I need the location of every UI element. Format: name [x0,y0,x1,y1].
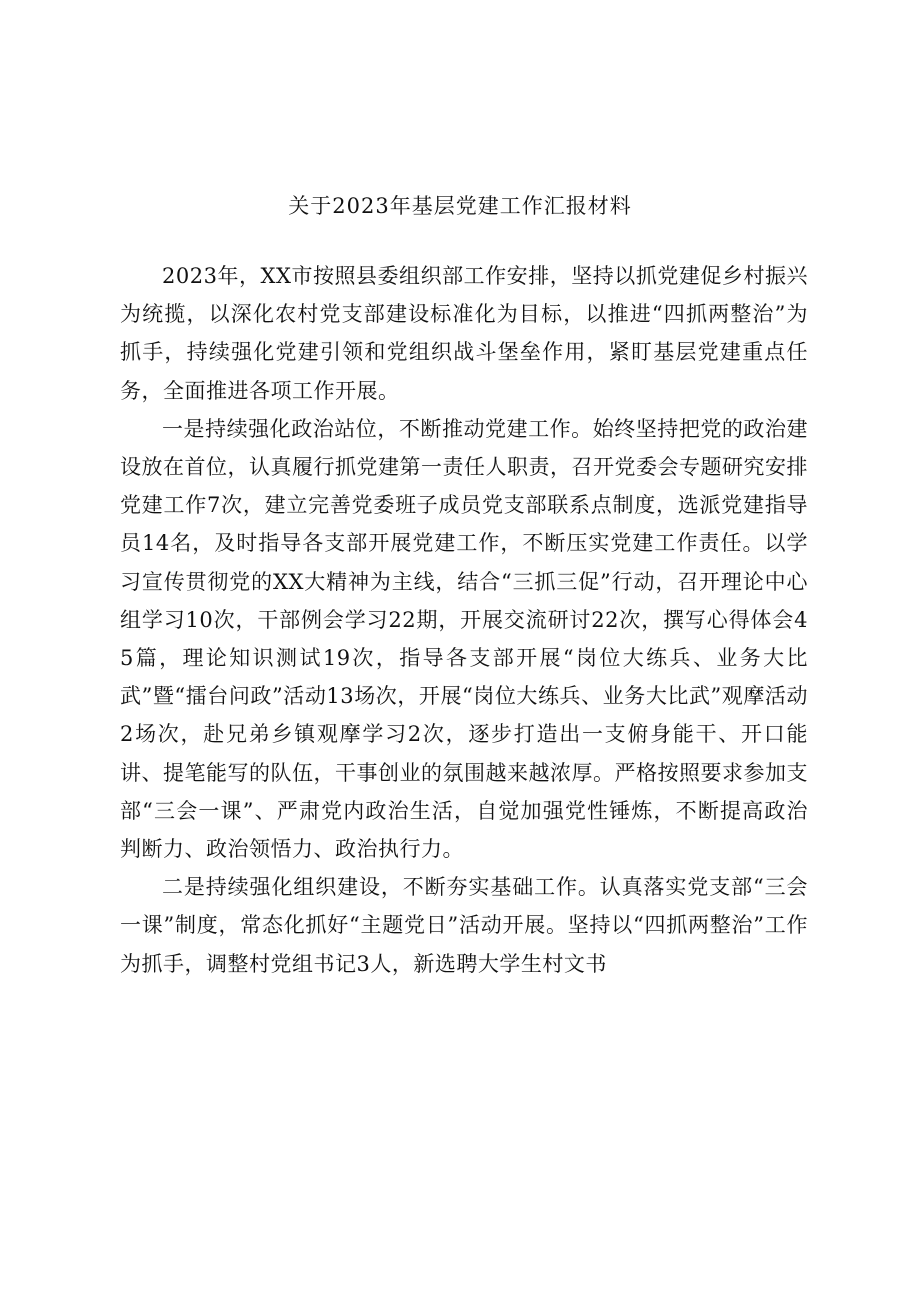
intro-paragraph: 2023年，XX市按照县委组织部工作安排，坚持以抓党建促乡村振兴为统揽，以深化农村党支部建设标准化为目标，以推进“四抓两整治”为抓手，持续强化党建引领和党组织战斗堡垒作用，紧盯基层党建重点任务，全面推进各项工作开展。 [120,264,808,403]
organization-paragraph: 二是持续强化组织建设，不断夯实基础工作。认真落实党支部“三会一课”制度，常态化抓好“主题党日”活动开展。坚持以“四抓两整治”工作为抓手，调整村党组书记3人，新选聘大学生村文书 [120,875,808,976]
document-body [120,257,808,983]
political-paragraph: 一是持续强化政治站位，不断推动党建工作。始终坚持把党的政治建设放在首位，认真履行抓党建第一责任人职责，召开党委会专题研究安排党建工作7次，建立完善党委班子成员党支部联系点制度，选派党建指导员14名，及时指导各支部开展党建工作，不断压实党建工作责任。以学习宣传贯彻党的XX大精神为主线，结合“三抓三促”行动，召开理论中心组学习10次，干部例会学习22期，开展交流研讨22次，撰写心得体会45篇，理论知识测试19次，指导各支部开展“岗位大练兵、业务大比武”暨“擂台问政”活动13场次，开展“岗位大练兵、业务大比武”观摩活动2场次，赴兄弟乡镇观摩学习2次，逐步打造出一支俯身能干、开口能讲、提笔能写的队伍，干事创业的氛围越来越浓厚。严格按照要求参加支部“三会一课”、严肃党内政治生活，自觉加强党性锤炼，不断提高政治判断力、政治领悟力、政治执行力。 [120,416,808,862]
document-title: 关于2023年基层党建工作汇报材料 [288,194,632,218]
